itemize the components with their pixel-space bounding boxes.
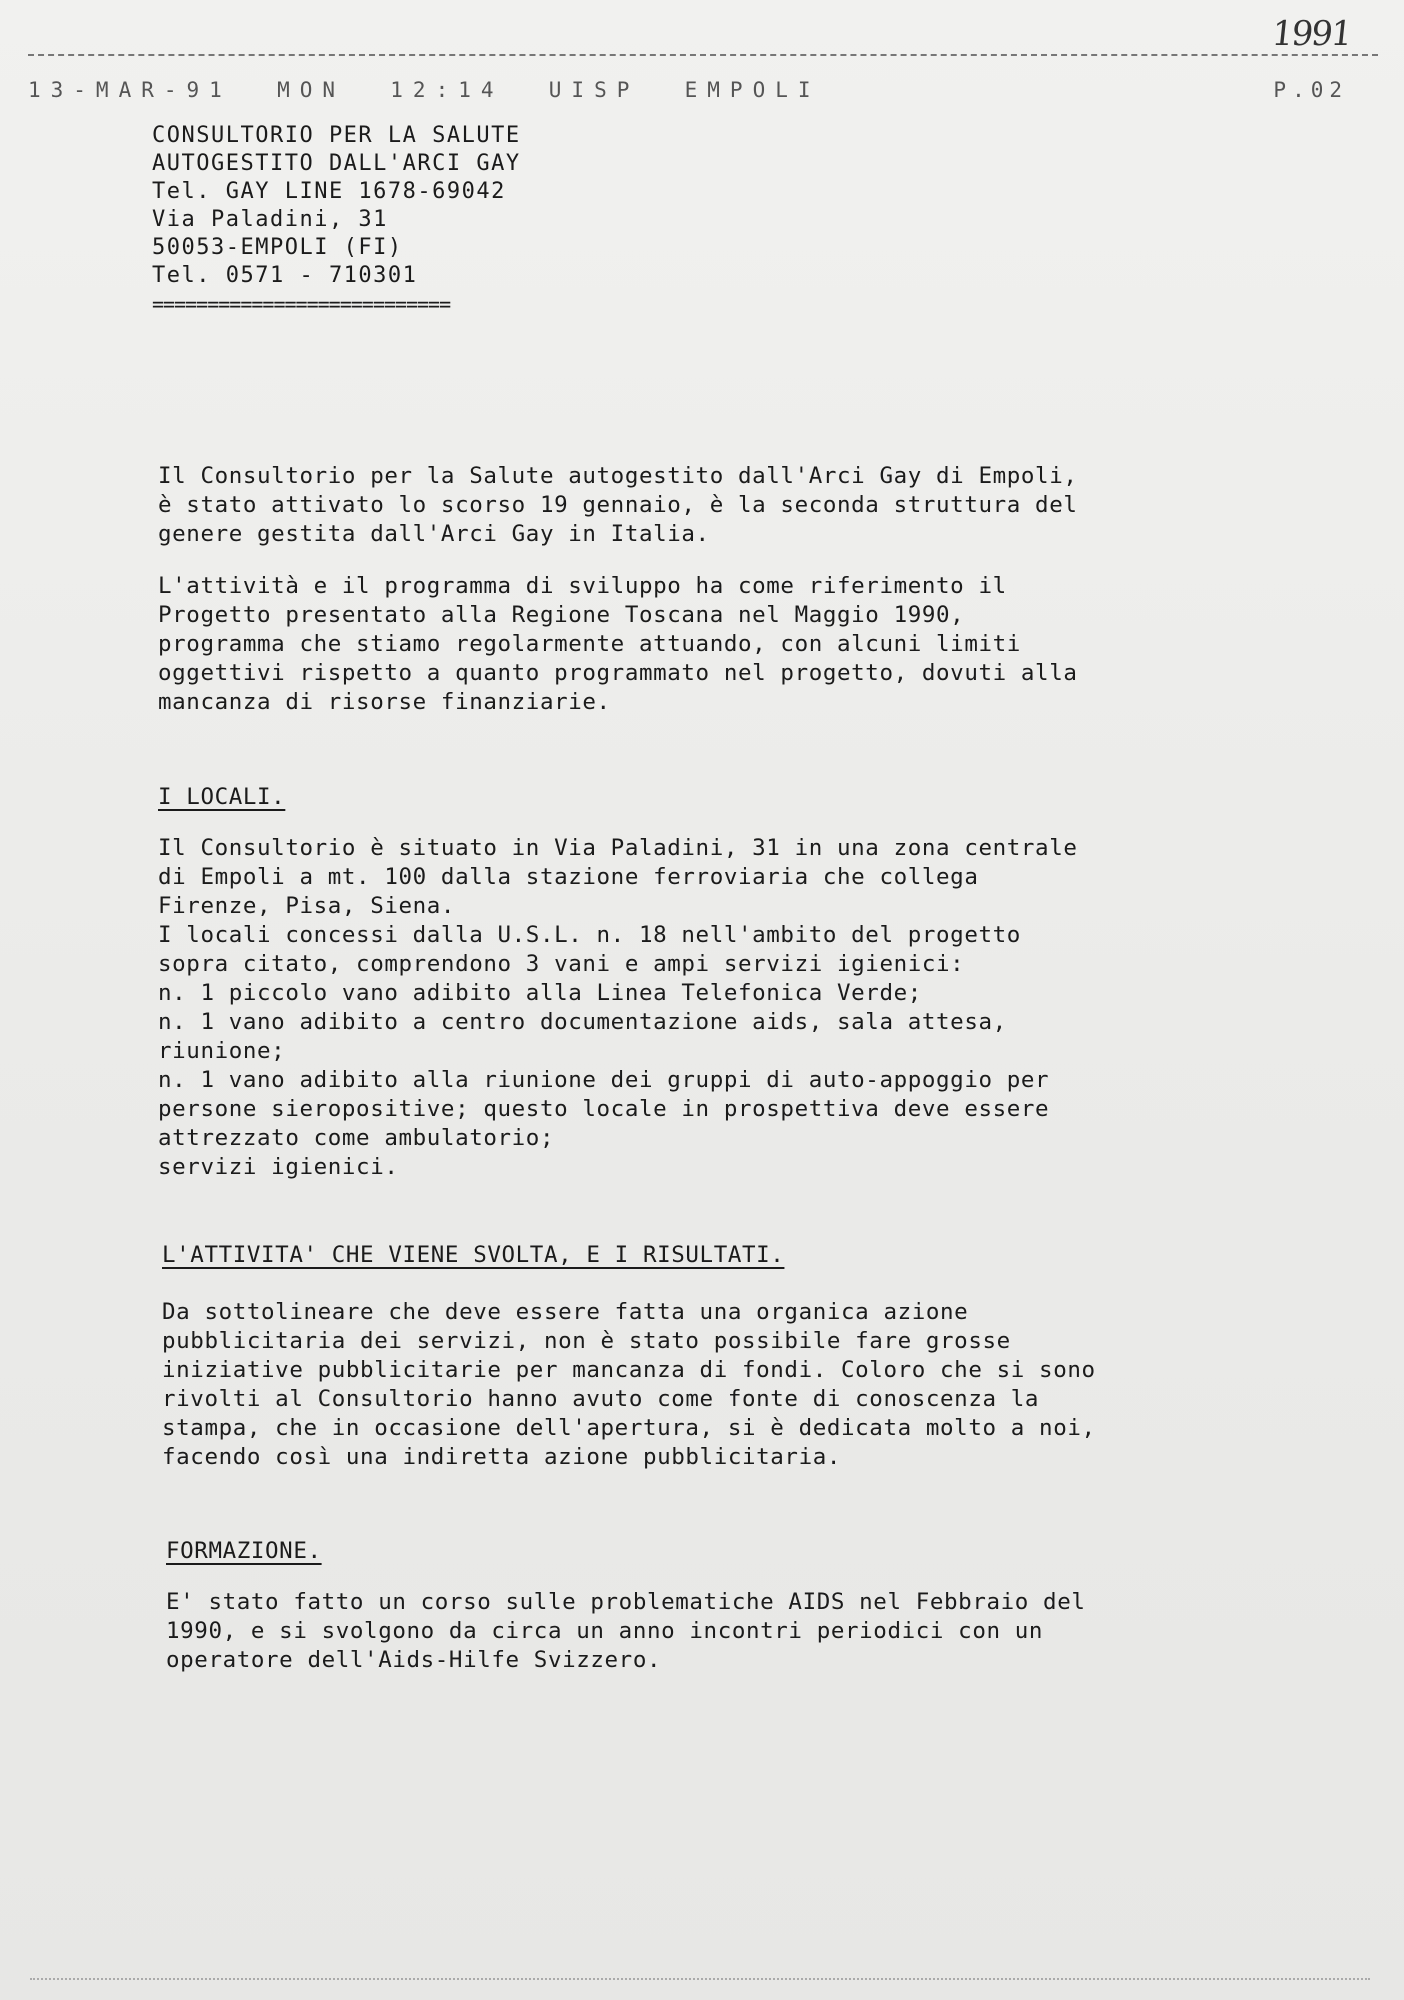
text-line: Il Consultorio è situato in Via Paladini, 31 in una zona centrale [158,835,1078,861]
text-line: pubblicitaria dei servizi, non è stato possibile fare grosse [162,1328,1011,1354]
text-line: mancanza di risorse finanziarie. [158,689,611,715]
text-line: di Empoli a mt. 100 dalla stazione ferroviaria che collega [158,864,979,890]
text-line: servizi igienici. [158,1154,399,1180]
text-line: programma che stiamo regolarmente attuando, con alcuni limiti [158,631,1021,657]
text-line: Firenze, Pisa, Siena. [158,893,456,919]
intro-paragraph-1 [158,462,1288,549]
text-line: facendo così una indiretta azione pubblicitaria. [162,1444,842,1470]
text-line: persone sieropositive; questo locale in prospettiva deve essere [158,1096,1050,1122]
formazione-paragraph [166,1588,1296,1675]
text-line: iniziative pubblicitarie per mancanza di fondi. Coloro che si sono [162,1357,1096,1383]
text-line: L'attività e il programma di sviluppo ha come riferimento il [158,573,1007,599]
bottom-edge-artifact [30,1978,1370,1984]
text-line: attrezzato come ambulatorio; [158,1125,555,1151]
address-line: Tel. GAY LINE 1678-69042 [152,179,506,204]
text-line: è stato attivato lo scorso 19 gennaio, è la seconda struttura del [158,492,1078,518]
address-line: Via Paladini, 31 [152,207,388,232]
text-line: n. 1 vano adibito a centro documentazione aids, sala attesa, [158,1009,1007,1035]
section-heading-attivita: L'ATTIVITA' CHE VIENE SVOLTA, E I RISULTATI. [162,1242,785,1268]
section-heading-formazione: FORMAZIONE. [166,1538,322,1564]
text-line: riunione; [158,1038,286,1064]
address-line: AUTOGESTITO DALL'ARCI GAY [152,151,521,176]
text-line: sopra citato, comprendono 3 vani e ampi servizi igienici: [158,951,965,977]
address-line: 50053-EMPOLI (FI) [152,235,403,260]
address-line: CONSULTORIO PER LA SALUTE [152,123,521,148]
attivita-paragraph [162,1298,1292,1472]
text-line: oggettivi rispetto a quanto programmato nel progetto, dovuti alla [158,660,1078,686]
fax-page-number: P.02 [1273,78,1348,102]
text-line: Il Consultorio per la Salute autogestito dall'Arci Gay di Empoli, [158,463,1078,489]
address-line: Tel. 0571 - 710301 [152,263,418,288]
text-line: Progetto presentato alla Regione Toscana nel Maggio 1990, [158,602,965,628]
text-line: operatore dell'Aids-Hilfe Svizzero. [166,1647,662,1673]
text-line: n. 1 vano adibito alla riunione dei gruppi di auto-appoggio per [158,1067,1050,1093]
text-line: genere gestita dall'Arci Gay in Italia. [158,521,710,547]
text-line: E' stato fatto un corso sulle problematiche AIDS nel Febbraio del [166,1589,1086,1615]
text-line: 1990, e si svolgono da circa un anno incontri periodici con un [166,1618,1044,1644]
text-line: Da sottolineare che deve essere fatta una organica azione [162,1299,969,1325]
text-line: I locali concessi dalla U.S.L. n. 18 nell'ambito del progetto [158,922,1021,948]
fax-header-info: 13-MAR-91 MON 12:14 UISP EMPOLI [28,78,821,102]
intro-paragraph-2 [158,572,1288,717]
section-heading-locali: I LOCALI. [158,784,286,810]
text-line: rivolti al Consultorio hanno avuto come fonte di conoscenza la [162,1386,1040,1412]
fax-transmission-header [28,78,1348,112]
top-dashed-line [28,54,1378,56]
locali-paragraph [158,834,1288,1182]
handwritten-year: 1991 [1269,14,1353,54]
text-line: stampa, che in occasione dell'apertura, si è dedicata molto a noi, [162,1415,1096,1441]
text-line: n. 1 piccolo vano adibito alla Linea Telefonica Verde; [158,980,922,1006]
sender-address-block [152,122,521,318]
address-separator: =========================== [152,292,451,316]
